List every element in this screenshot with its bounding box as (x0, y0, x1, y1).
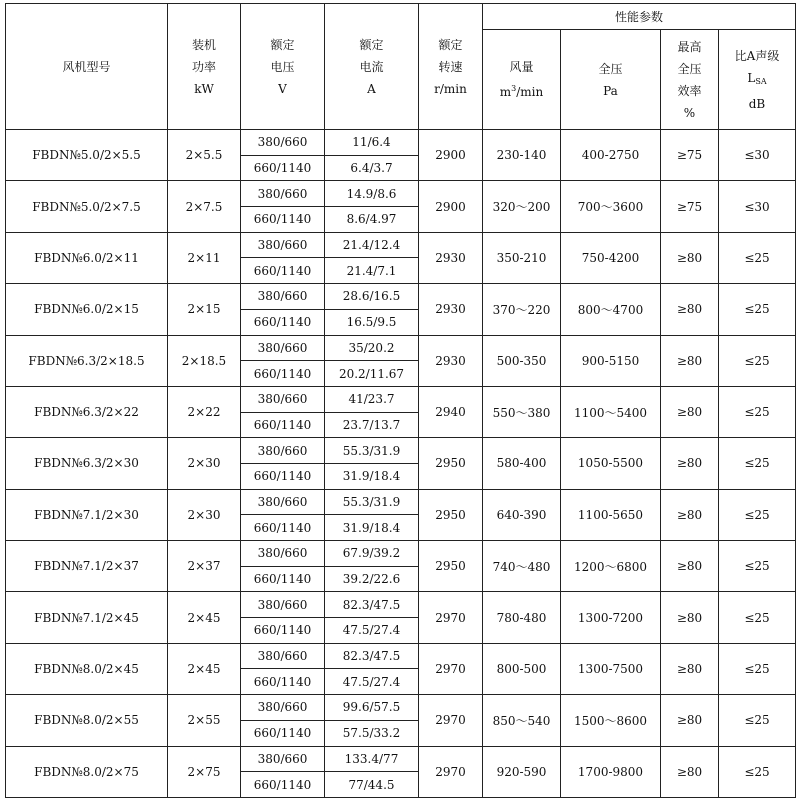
power-cell: 2×11 (168, 232, 241, 283)
noise-cell: ≤25 (719, 232, 796, 283)
airflow-cell: 350-210 (483, 232, 561, 283)
efficiency-cell: ≥80 (661, 643, 719, 694)
model-cell: FBDN№8.0/2×45 (6, 643, 168, 694)
current-cell: 47.5/27.4 (325, 669, 419, 695)
voltage-cell: 380/660 (241, 284, 325, 310)
voltage-cell: 660/1140 (241, 720, 325, 746)
current-cell: 82.3/47.5 (325, 643, 419, 669)
current-cell: 21.4/7.1 (325, 258, 419, 284)
voltage-cell: 380/660 (241, 489, 325, 515)
model-cell: FBDN№7.1/2×30 (6, 489, 168, 540)
header-model: 风机型号 (6, 4, 168, 130)
speed-cell: 2970 (419, 746, 483, 797)
noise-cell: ≤30 (719, 130, 796, 181)
airflow-cell: 780-480 (483, 592, 561, 643)
speed-cell: 2970 (419, 643, 483, 694)
noise-cell: ≤25 (719, 695, 796, 746)
power-cell: 2×75 (168, 746, 241, 797)
current-cell: 67.9/39.2 (325, 541, 419, 567)
table-row (6, 695, 796, 721)
power-cell: 2×5.5 (168, 130, 241, 181)
header-airflow: 风量 $m^3/\min$ (483, 30, 561, 130)
power-cell: 2×37 (168, 541, 241, 592)
model-cell: FBDN№6.3/2×22 (6, 386, 168, 437)
efficiency-cell: ≥80 (661, 386, 719, 437)
noise-cell: ≤25 (719, 386, 796, 437)
header-voltage: 额定 电压 V (241, 4, 325, 130)
airflow-cell: 500-350 (483, 335, 561, 386)
header-current: 额定 电流 A (325, 4, 419, 130)
current-cell: 77/44.5 (325, 772, 419, 798)
voltage-cell: 660/1140 (241, 309, 325, 335)
current-cell: 55.3/31.9 (325, 438, 419, 464)
power-cell: 2×55 (168, 695, 241, 746)
current-cell: 6.4/3.7 (325, 155, 419, 181)
current-cell: 35/20.2 (325, 335, 419, 361)
current-cell: 82.3/47.5 (325, 592, 419, 618)
efficiency-cell: ≥80 (661, 489, 719, 540)
current-cell: 16.5/9.5 (325, 309, 419, 335)
voltage-cell: 380/660 (241, 695, 325, 721)
airflow-cell: 800-500 (483, 643, 561, 694)
pressure-cell: 1300-7200 (561, 592, 661, 643)
voltage-cell: 380/660 (241, 130, 325, 156)
table-row (6, 489, 796, 515)
speed-cell: 2930 (419, 284, 483, 335)
current-cell: 21.4/12.4 (325, 232, 419, 258)
pressure-cell: 700～3600 (561, 181, 661, 232)
voltage-cell: 660/1140 (241, 618, 325, 644)
power-cell: 2×45 (168, 643, 241, 694)
current-cell: 99.6/57.5 (325, 695, 419, 721)
voltage-cell: 380/660 (241, 438, 325, 464)
noise-cell: ≤25 (719, 643, 796, 694)
header-noise: 比A声级 $L_{SA}$ dB (719, 30, 796, 130)
speed-cell: 2970 (419, 695, 483, 746)
airflow-cell: 920-590 (483, 746, 561, 797)
airflow-cell: 740～480 (483, 541, 561, 592)
current-cell: 133.4/77 (325, 746, 419, 772)
speed-cell: 2950 (419, 489, 483, 540)
current-cell: 14.9/8.6 (325, 181, 419, 207)
pressure-cell: 900-5150 (561, 335, 661, 386)
pressure-cell: 1050-5500 (561, 438, 661, 489)
table-row (6, 284, 796, 310)
table-row (6, 643, 796, 669)
model-cell: FBDN№7.1/2×37 (6, 541, 168, 592)
speed-cell: 2900 (419, 130, 483, 181)
header-power: 装机 功率 kW (168, 4, 241, 130)
airflow-cell: 550～380 (483, 386, 561, 437)
efficiency-cell: ≥75 (661, 181, 719, 232)
current-cell: 11/6.4 (325, 130, 419, 156)
noise-cell: ≤25 (719, 541, 796, 592)
header-pressure: 全压 Pa (561, 30, 661, 130)
voltage-cell: 380/660 (241, 592, 325, 618)
voltage-cell: 660/1140 (241, 207, 325, 233)
voltage-cell: 660/1140 (241, 566, 325, 592)
fan-spec-table (5, 3, 796, 798)
power-cell: 2×22 (168, 386, 241, 437)
model-cell: FBDN№6.3/2×18.5 (6, 335, 168, 386)
voltage-cell: 380/660 (241, 335, 325, 361)
table-row (6, 181, 796, 207)
power-cell: 2×30 (168, 438, 241, 489)
airflow-cell: 230-140 (483, 130, 561, 181)
table-row (6, 130, 796, 156)
pressure-cell: 800～4700 (561, 284, 661, 335)
voltage-cell: 380/660 (241, 746, 325, 772)
current-cell: 55.3/31.9 (325, 489, 419, 515)
efficiency-cell: ≥75 (661, 130, 719, 181)
current-cell: 57.5/33.2 (325, 720, 419, 746)
model-cell: FBDN№5.0/2×7.5 (6, 181, 168, 232)
voltage-cell: 380/660 (241, 181, 325, 207)
voltage-cell: 660/1140 (241, 412, 325, 438)
model-cell: FBDN№6.0/2×11 (6, 232, 168, 283)
table-row (6, 386, 796, 412)
pressure-cell: 1300-7500 (561, 643, 661, 694)
airflow-cell: 370～220 (483, 284, 561, 335)
speed-cell: 2970 (419, 592, 483, 643)
efficiency-cell: ≥80 (661, 541, 719, 592)
power-cell: 2×15 (168, 284, 241, 335)
noise-cell: ≤25 (719, 438, 796, 489)
noise-cell: ≤25 (719, 284, 796, 335)
efficiency-cell: ≥80 (661, 438, 719, 489)
efficiency-cell: ≥80 (661, 335, 719, 386)
table-row (6, 438, 796, 464)
current-cell: 8.6/4.97 (325, 207, 419, 233)
power-cell: 2×45 (168, 592, 241, 643)
model-cell: FBDN№6.0/2×15 (6, 284, 168, 335)
voltage-cell: 660/1140 (241, 515, 325, 541)
model-cell: FBDN№8.0/2×75 (6, 746, 168, 797)
speed-cell: 2930 (419, 232, 483, 283)
efficiency-cell: ≥80 (661, 284, 719, 335)
airflow-cell: 320～200 (483, 181, 561, 232)
voltage-cell: 660/1140 (241, 258, 325, 284)
pressure-cell: 1100-5650 (561, 489, 661, 540)
current-cell: 20.2/11.67 (325, 361, 419, 387)
pressure-cell: 400-2750 (561, 130, 661, 181)
current-cell: 39.2/22.6 (325, 566, 419, 592)
table-body (6, 130, 796, 798)
header-speed: 额定 转速 r/min (419, 4, 483, 130)
noise-cell: ≤25 (719, 746, 796, 797)
voltage-cell: 660/1140 (241, 155, 325, 181)
pressure-cell: 750-4200 (561, 232, 661, 283)
voltage-cell: 380/660 (241, 232, 325, 258)
power-cell: 2×18.5 (168, 335, 241, 386)
pressure-cell: 1500～8600 (561, 695, 661, 746)
current-cell: 31.9/18.4 (325, 463, 419, 489)
airflow-cell: 850～540 (483, 695, 561, 746)
pressure-cell: 1200～6800 (561, 541, 661, 592)
table-row (6, 746, 796, 772)
voltage-cell: 660/1140 (241, 361, 325, 387)
table-row (6, 232, 796, 258)
pressure-cell: 1100～5400 (561, 386, 661, 437)
voltage-cell: 380/660 (241, 643, 325, 669)
voltage-cell: 660/1140 (241, 669, 325, 695)
voltage-cell: 380/660 (241, 541, 325, 567)
speed-cell: 2930 (419, 335, 483, 386)
pressure-cell: 1700-9800 (561, 746, 661, 797)
model-cell: FBDN№7.1/2×45 (6, 592, 168, 643)
table-row (6, 541, 796, 567)
noise-cell: ≤25 (719, 335, 796, 386)
table-row (6, 335, 796, 361)
noise-cell: ≤25 (719, 489, 796, 540)
current-cell: 28.6/16.5 (325, 284, 419, 310)
model-cell: FBDN№8.0/2×55 (6, 695, 168, 746)
current-cell: 31.9/18.4 (325, 515, 419, 541)
efficiency-cell: ≥80 (661, 592, 719, 643)
voltage-cell: 380/660 (241, 386, 325, 412)
header-performance: 性能参数 (483, 4, 796, 30)
current-cell: 41/23.7 (325, 386, 419, 412)
power-cell: 2×7.5 (168, 181, 241, 232)
efficiency-cell: ≥80 (661, 746, 719, 797)
noise-cell: ≤30 (719, 181, 796, 232)
speed-cell: 2940 (419, 386, 483, 437)
speed-cell: 2950 (419, 438, 483, 489)
header-efficiency: 最高 全压 效率 % (661, 30, 719, 130)
airflow-cell: 580-400 (483, 438, 561, 489)
noise-cell: ≤25 (719, 592, 796, 643)
current-cell: 23.7/13.7 (325, 412, 419, 438)
current-cell: 47.5/27.4 (325, 618, 419, 644)
efficiency-cell: ≥80 (661, 695, 719, 746)
efficiency-cell: ≥80 (661, 232, 719, 283)
model-cell: FBDN№6.3/2×30 (6, 438, 168, 489)
airflow-cell: 640-390 (483, 489, 561, 540)
table-row (6, 592, 796, 618)
speed-cell: 2950 (419, 541, 483, 592)
model-cell: FBDN№5.0/2×5.5 (6, 130, 168, 181)
speed-cell: 2900 (419, 181, 483, 232)
voltage-cell: 660/1140 (241, 772, 325, 798)
voltage-cell: 660/1140 (241, 463, 325, 489)
power-cell: 2×30 (168, 489, 241, 540)
